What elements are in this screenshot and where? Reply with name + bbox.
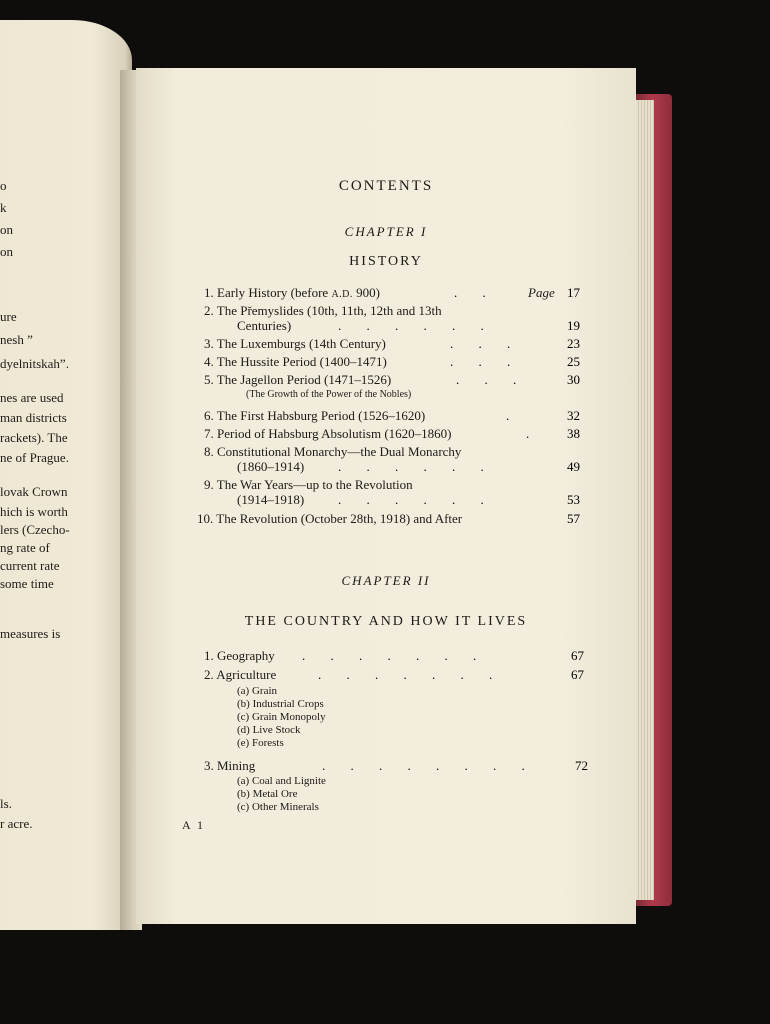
left-fragment: current rate (0, 558, 60, 573)
leader-dots: . . (454, 285, 497, 300)
chapter-2-title: THE COUNTRY AND HOW IT LIVES (244, 614, 528, 629)
toc-entry-line2: (1914–1918) (237, 492, 305, 507)
left-fragment: rackets). The (0, 430, 68, 445)
sub-entry: (b) Metal Ore (237, 788, 298, 800)
page-number: 30 (567, 372, 580, 387)
leader-dots: . . . . . . . . (322, 758, 536, 773)
left-page (0, 20, 132, 930)
sub-entry: (c) Other Minerals (237, 801, 319, 813)
page-number: 67 (571, 648, 584, 663)
leader-dots: . . . . . . . (318, 667, 504, 682)
sub-entry: (e) Forests (237, 737, 284, 749)
page-number: 25 (567, 354, 580, 369)
contents-page (136, 68, 636, 924)
leader-dots: . . . . . . (338, 492, 495, 507)
left-fragment: ure (0, 309, 17, 324)
toc-entry: 2. The Přemyslides (10th, 11th, 12th and 13th (204, 303, 442, 318)
page-number: 17 (567, 285, 580, 300)
left-fragment: nes are used (0, 390, 64, 405)
page-number: 23 (567, 336, 580, 351)
page-number: 49 (567, 459, 580, 474)
left-fragment: lers (Czecho- (0, 522, 70, 537)
toc-entry: 8. Constitutional Monarchy—the Dual Monarchy (204, 444, 462, 459)
left-fragment: hich is worth (0, 504, 68, 519)
toc-entry-line2: (1860–1914) (237, 459, 305, 474)
page-number: 32 (567, 408, 580, 423)
left-fragment: ne of Prague. (0, 450, 69, 465)
left-fragment: ls. (0, 796, 12, 811)
toc-entry: 7. Period of Habsburg Absolutism (1620–1860) (204, 426, 452, 441)
toc-entry: 5. The Jagellon Period (1471–1526) (204, 372, 392, 387)
left-fragment: nesh ” (0, 332, 33, 347)
left-fragment: on (0, 222, 13, 237)
chapter-2-label: CHAPTER II (341, 573, 431, 588)
sub-entry: (d) Live Stock (237, 724, 301, 736)
toc-entry: 3. The Luxemburgs (14th Century) (204, 336, 386, 351)
printer-signature: A 1 (182, 818, 206, 832)
page-label: Page (528, 285, 555, 300)
toc-entry-note: (The Growth of the Power of the Nobles) (246, 389, 412, 400)
sub-entry: (c) Grain Monopoly (237, 711, 326, 723)
left-fragment: lovak Crown (0, 484, 68, 499)
toc-entry: 10. The Revolution (October 28th, 1918) and After (197, 511, 463, 526)
page-number: 72 (575, 758, 588, 773)
toc-entry-line2: Centuries) (237, 318, 292, 333)
chapter-1-title: HISTORY (349, 254, 423, 269)
left-fragment: dyelnitskah”. (0, 356, 69, 371)
page-stack-edge (636, 100, 654, 900)
left-fragment: measures is (0, 626, 61, 641)
chapter-1-label: CHAPTER I (344, 224, 428, 239)
left-fragment: some time (0, 576, 54, 591)
leader-dots: . . . (450, 354, 522, 369)
contents-title: CONTENTS (338, 178, 434, 194)
toc-entry: 1. Early History (before A.D. 900) (204, 285, 380, 300)
sub-entry: (a) Coal and Lignite (237, 775, 326, 787)
leader-dots: . . . (450, 336, 522, 351)
page-number: 19 (567, 318, 580, 333)
toc-entry: 9. The War Years—up to the Revolution (204, 477, 413, 492)
left-fragment: man districts (0, 410, 67, 425)
page-number: 67 (571, 667, 584, 682)
toc-entry: 3. Mining (204, 758, 256, 773)
left-fragment: k (0, 200, 7, 215)
sub-entry: (a) Grain (237, 685, 278, 697)
left-fragment: r acre. (0, 816, 33, 831)
left-fragment: on (0, 244, 13, 259)
page-number: 57 (567, 511, 580, 526)
toc-entry: 1. Geography (204, 648, 275, 663)
leader-dots: . . . . . . . (302, 648, 488, 663)
leader-dots: . (506, 408, 521, 423)
left-fragment: ng rate of (0, 540, 50, 555)
leader-dots: . . . (456, 372, 528, 387)
toc-entry: 4. The Hussite Period (1400–1471) (204, 354, 387, 369)
page-number: 38 (567, 426, 580, 441)
leader-dots: . (526, 426, 541, 441)
leader-dots: . . . . . . (338, 318, 495, 333)
page-number: 53 (567, 492, 580, 507)
leader-dots: . . . . . . (338, 459, 495, 474)
sub-entry: (b) Industrial Crops (237, 698, 324, 710)
left-fragment: o (0, 178, 7, 193)
toc-entry: 2. Agriculture (204, 667, 277, 682)
toc-entry: 6. The First Habsburg Period (1526–1620) (204, 408, 426, 423)
